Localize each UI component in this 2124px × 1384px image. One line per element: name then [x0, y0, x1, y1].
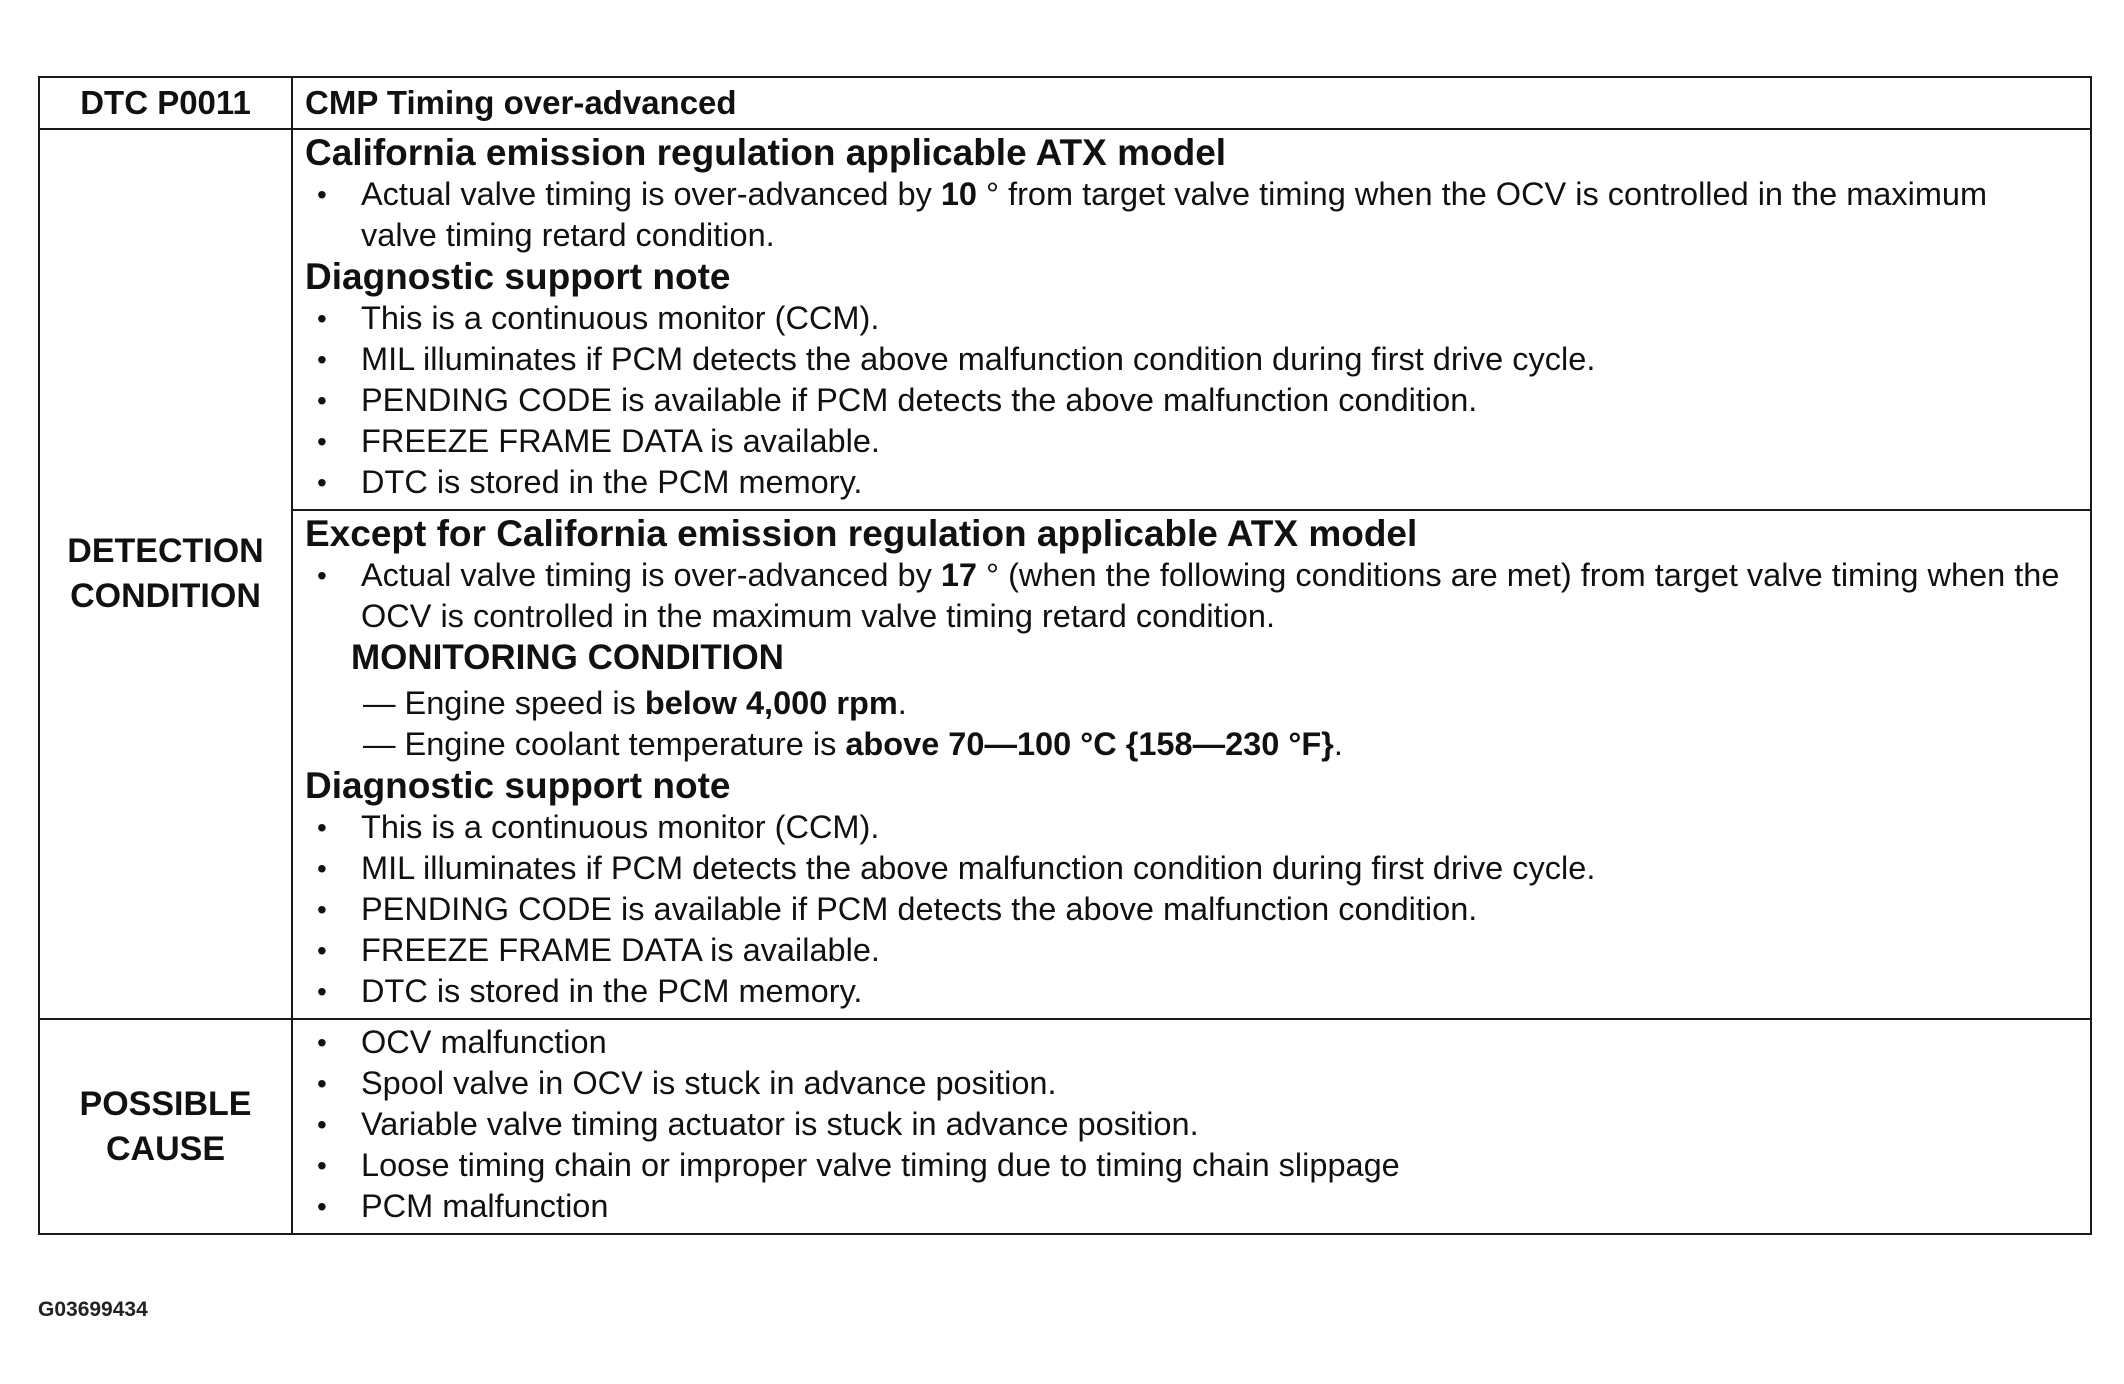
california-criteria [305, 174, 2060, 256]
figure-id: G03699434 [38, 1298, 148, 1321]
monitoring-conditions [305, 683, 2060, 765]
bullet-icon: • [317, 1109, 327, 1140]
list-item: • PENDING CODE is available if PCM detects the above malfunction condition. [305, 889, 2060, 930]
possible-cause-list [305, 1022, 2060, 1227]
list-item: • PENDING CODE is available if PCM detects the above malfunction condition. [305, 380, 2060, 421]
bullet-icon: • [317, 935, 327, 966]
california-support-notes [305, 298, 2060, 503]
possible-cause-label-line2: CAUSE [105, 1129, 226, 1168]
except-support-notes [305, 807, 2060, 1012]
list-item: • DTC is stored in the PCM memory. [305, 971, 2060, 1012]
list-item: • OCV malfunction [305, 1022, 2060, 1063]
detection-label-line2: CONDITION [70, 577, 261, 615]
list-item: • DTC is stored in the PCM memory. [305, 462, 2060, 503]
dtc-code: DTC P0011 [39, 77, 292, 129]
bullet-icon: • [317, 812, 327, 843]
bullet-icon: • [317, 1068, 327, 1099]
possible-cause-label [39, 1019, 292, 1234]
list-item: • PCM malfunction [305, 1186, 2060, 1227]
coolant-temp-condition: — Engine coolant temperature is above 70—100 °C {158—230 °F}. [363, 726, 1343, 762]
except-section [292, 510, 2091, 1019]
bullet-icon: • [317, 1191, 327, 1222]
detection-condition-label [39, 129, 292, 1019]
header-row [39, 77, 2091, 129]
detection-row-except [39, 510, 2091, 1019]
except-support-title: Diagnostic support note [305, 765, 731, 806]
california-section [292, 129, 2091, 510]
bullet-icon: • [317, 344, 327, 375]
monitoring-condition-title: MONITORING CONDITION [351, 638, 784, 677]
except-title: Except for California emission regulation applicable ATX model [305, 513, 1418, 554]
except-criteria [305, 555, 2060, 637]
bullet-icon: • [317, 853, 327, 884]
list-item: • FREEZE FRAME DATA is available. [305, 930, 2060, 971]
list-item: • Variable valve timing actuator is stuck in advance position. [305, 1104, 2060, 1145]
dtc-title: CMP Timing over-advanced [292, 77, 2091, 129]
list-item: • This is a continuous monitor (CCM). [305, 298, 2060, 339]
california-criterion: • Actual valve timing is over-advanced by 10 ° from target valve timing when the OCV is controlled in the maximum valve timing retard condition. [317, 176, 1988, 253]
bullet-icon: • [317, 467, 327, 498]
bullet-icon: • [317, 179, 327, 210]
detection-label-line1: DETECTION [67, 532, 264, 570]
list-item: • MIL illuminates if PCM detects the above malfunction condition during first drive cycle. [305, 848, 2060, 889]
list-item: • Loose timing chain or improper valve timing due to timing chain slippage [305, 1145, 2060, 1186]
list-item: • FREEZE FRAME DATA is available. [305, 421, 2060, 462]
bullet-icon: • [317, 1027, 327, 1058]
bullet-icon: • [317, 303, 327, 334]
bullet-icon: • [317, 560, 327, 591]
california-degrees: 10 [940, 176, 978, 212]
bullet-icon: • [317, 976, 327, 1007]
california-title: California emission regulation applicable ATX model [305, 132, 1227, 173]
possible-cause-label-line1: POSSIBLE [79, 1084, 252, 1123]
bullet-icon: • [317, 1150, 327, 1181]
except-criterion: • Actual valve timing is over-advanced by 17 ° (when the following conditions are met) from target valve timing when the OCV is controlled in the maximum valve timing retard condition. [317, 557, 2060, 634]
possible-cause-row [39, 1019, 2091, 1234]
except-degrees: 17 [940, 557, 978, 593]
possible-cause-section [292, 1019, 2091, 1234]
dtc-table [38, 76, 2092, 1235]
engine-speed-condition: — Engine speed is below 4,000 rpm. [363, 685, 907, 721]
list-item: • This is a continuous monitor (CCM). [305, 807, 2060, 848]
bullet-icon: • [317, 385, 327, 416]
bullet-icon: • [317, 426, 327, 457]
list-item: • Spool valve in OCV is stuck in advance position. [305, 1063, 2060, 1104]
detection-row-california [39, 129, 2091, 510]
california-support-title: Diagnostic support note [305, 256, 731, 297]
bullet-icon: • [317, 894, 327, 925]
list-item: • MIL illuminates if PCM detects the above malfunction condition during first drive cycle. [305, 339, 2060, 380]
